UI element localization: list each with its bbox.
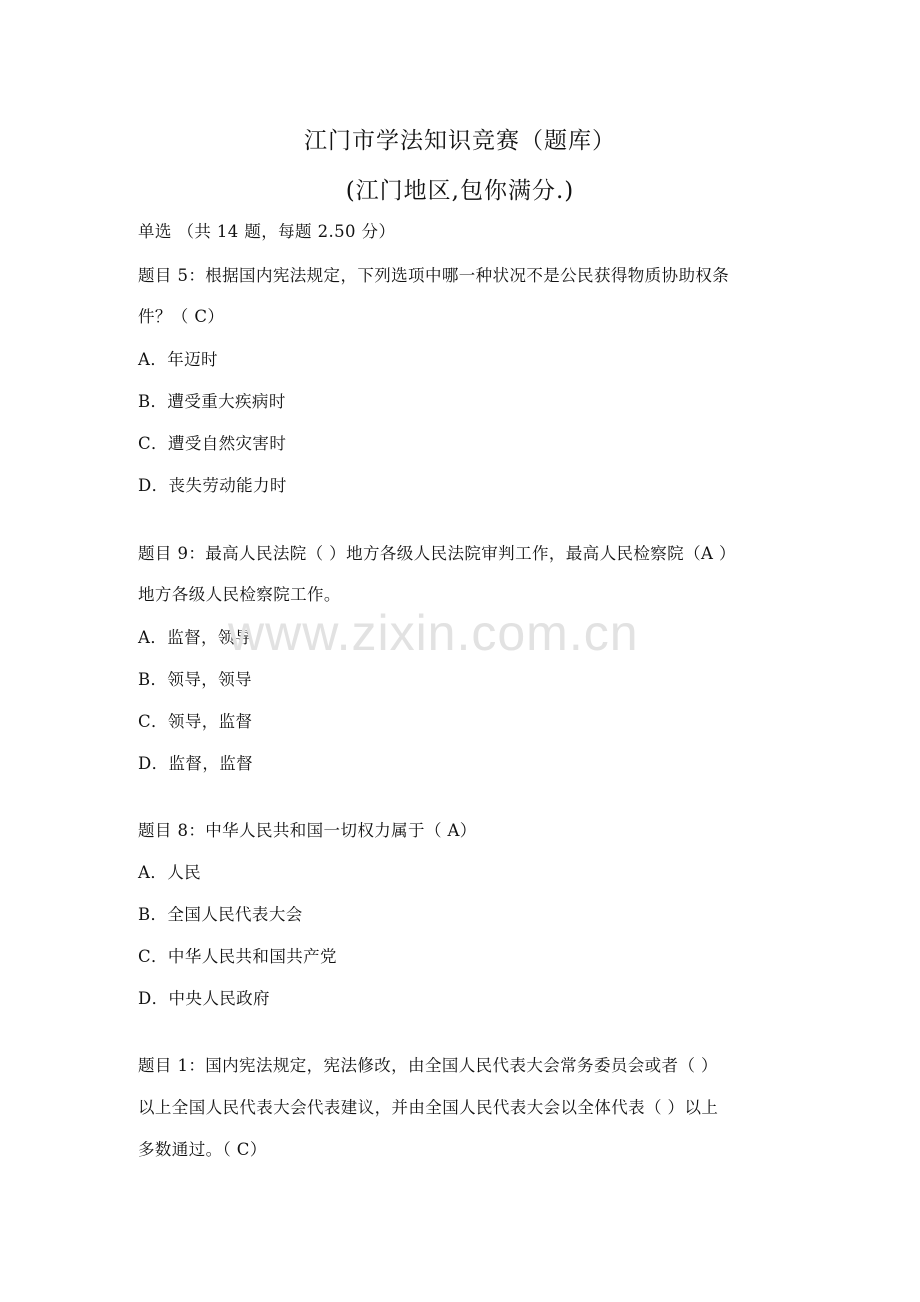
answer-option: C．遭受自然灾害时 — [138, 434, 287, 453]
question-text-line: 地方各级人民检察院工作。 — [138, 585, 341, 604]
answer-option: B．遭受重大疾病时 — [138, 392, 286, 411]
section-header: 单选 （共 14 题，每题 2.50 分） — [138, 222, 396, 241]
question-text-line: 题目 8：中华人民共和国一切权力属于（ A） — [138, 821, 477, 840]
question-text-line: 题目 1：国内宪法规定，宪法修改，由全国人民代表大会常务委员会或者（ ） — [138, 1056, 718, 1075]
answer-option: D．丧失劳动能力时 — [138, 476, 287, 495]
answer-option: B．全国人民代表大会 — [138, 905, 303, 924]
answer-option: A．人民 — [138, 863, 202, 882]
document-title: 江门市学法知识竞赛（题库） — [304, 128, 616, 154]
question-text-line: 多数通过。（ C） — [138, 1140, 267, 1159]
question-text-line: 题目 9：最高人民法院（ ）地方各级人民法院审判工作，最高人民检察院（A ） — [138, 544, 736, 563]
document-subtitle: (江门地区,包你满分.) — [345, 178, 575, 204]
answer-option: A．年迈时 — [138, 350, 218, 369]
answer-option: C．领导，监督 — [138, 712, 253, 731]
answer-option: D．监督，监督 — [138, 754, 254, 773]
answer-option: B．领导，领导 — [138, 670, 252, 689]
watermark: www.zixin.com.cn — [228, 605, 639, 661]
answer-option: C．中华人民共和国共产党 — [138, 947, 337, 966]
question-text-line: 以上全国人民代表大会代表建议，并由全国人民代表大会以全体代表（ ）以上 — [138, 1098, 719, 1117]
question-text-line: 件？（ C） — [138, 307, 225, 326]
answer-option: D．中央人民政府 — [138, 989, 270, 1008]
answer-option: A．监督，领导 — [138, 628, 252, 647]
question-text-line: 题目 5：根据国内宪法规定，下列选项中哪一种状况不是公民获得物质协助权条 — [138, 266, 730, 285]
